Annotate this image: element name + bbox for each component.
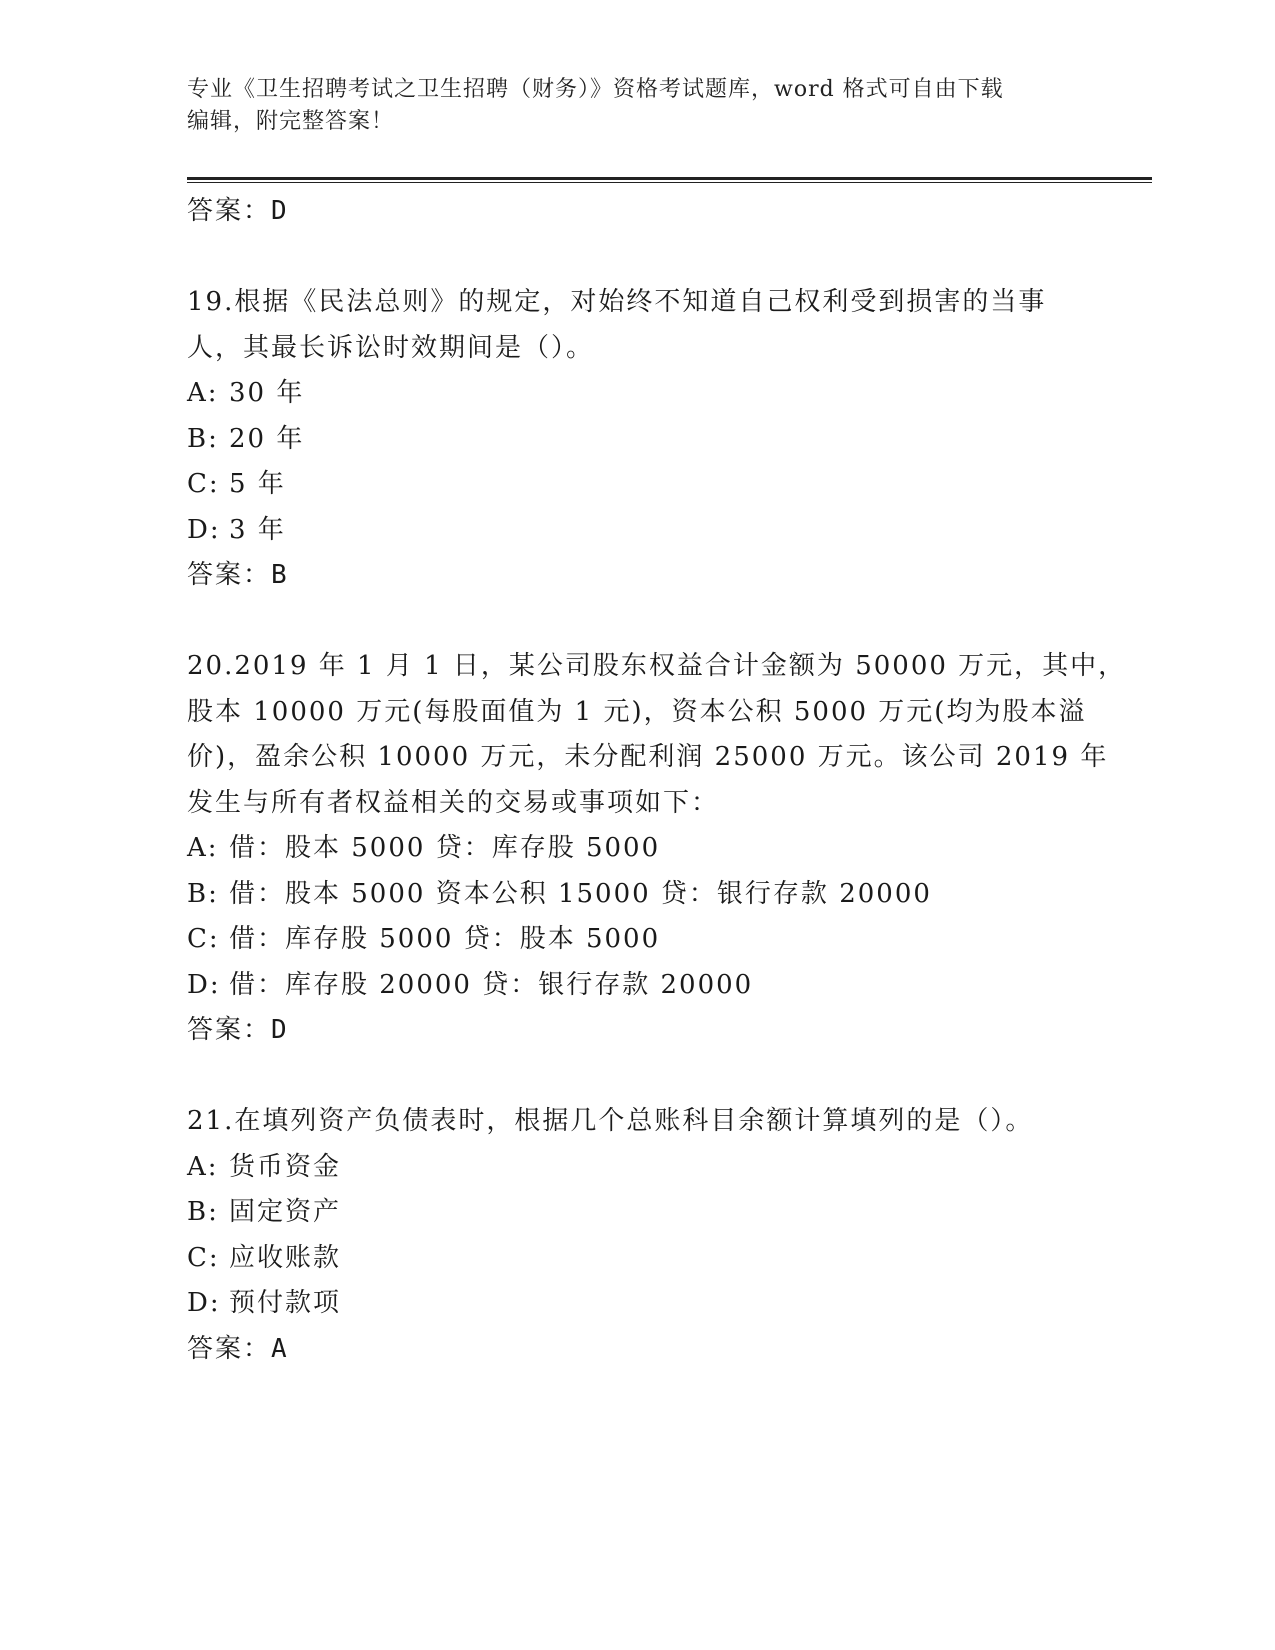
spacer — [187, 235, 1087, 281]
question-19 — [187, 280, 1087, 599]
option-d — [187, 963, 1087, 1009]
header-rule-thick — [187, 177, 1152, 180]
option-letter: B: — [187, 1197, 219, 1227]
option-text: 5 年 — [229, 469, 286, 499]
option-letter: D: — [187, 514, 221, 545]
question-21 — [187, 1099, 1087, 1372]
option-d — [187, 1281, 1087, 1327]
option-text: 借：库存股 20000 贷：银行存款 20000 — [229, 969, 754, 1000]
answer-label: 答案： — [187, 560, 272, 590]
option-c — [187, 462, 1087, 508]
page-header — [187, 74, 1087, 138]
option-text: 借：股本 5000 贷：库存股 5000 — [229, 833, 661, 863]
option-letter: A: — [187, 1151, 219, 1182]
option-text: 借：库存股 5000 贷：股本 5000 — [229, 924, 661, 954]
option-letter: A: — [187, 833, 219, 863]
answer-value: D — [271, 1015, 289, 1045]
question-stem-line: 20.2019 年 1 月 1 日，某公司股东权益合计金额为 50000 万元，其中， — [187, 651, 1127, 681]
option-d — [187, 508, 1087, 554]
spacer — [187, 599, 1087, 645]
answer — [187, 1327, 1087, 1373]
option-text: 借：股本 5000 资本公积 15000 贷：银行存款 20000 — [229, 878, 932, 909]
answer — [187, 1008, 1087, 1054]
option-b — [187, 872, 1087, 918]
option-text: 3 年 — [229, 514, 286, 545]
answer-value: A — [271, 1333, 289, 1364]
option-a — [187, 826, 1087, 872]
option-letter: C: — [187, 469, 220, 499]
option-c — [187, 917, 1087, 963]
answer-value: B — [271, 560, 289, 590]
option-b — [187, 1190, 1087, 1236]
option-a — [187, 1145, 1087, 1191]
answer-label: 答案： — [187, 196, 272, 226]
spacer — [187, 1054, 1087, 1100]
answer-value: D — [271, 196, 289, 226]
option-b — [187, 417, 1087, 463]
option-text: 货币资金 — [229, 1151, 342, 1182]
answer — [187, 553, 1087, 599]
option-letter: C: — [187, 924, 220, 954]
option-text: 20 年 — [229, 423, 305, 454]
option-letter: B: — [187, 423, 219, 454]
answer-label: 答案： — [187, 1333, 272, 1364]
option-c — [187, 1236, 1087, 1282]
option-letter: B: — [187, 878, 219, 909]
option-a — [187, 371, 1087, 417]
option-letter: D: — [187, 1288, 221, 1318]
option-letter: C: — [187, 1242, 220, 1273]
question-stem-line: 人，其最长诉讼时效期间是（）。 — [187, 332, 595, 363]
question-20 — [187, 644, 1127, 1054]
option-text: 应收账款 — [229, 1242, 342, 1273]
option-letter: A: — [187, 378, 219, 408]
option-text: 30 年 — [229, 378, 305, 408]
question-stem-line: 股本 10000 万元(每股面值为 1 元)，资本公积 5000 万元(均为股本溢 — [187, 696, 1087, 727]
question-stem-line: 价)，盈余公积 10000 万元，未分配利润 25000 万元。该公司 2019 年 — [187, 742, 1109, 772]
option-text: 固定资产 — [229, 1197, 342, 1227]
question-stem-line: 发生与所有者权益相关的交易或事项如下： — [187, 787, 720, 818]
previous-answer — [187, 189, 1087, 235]
header-line-2: 编辑，附完整答案！ — [187, 109, 395, 134]
option-letter: D: — [187, 969, 221, 1000]
answer-label: 答案： — [187, 1015, 272, 1045]
question-stem-line: 19.根据《民法总则》的规定，对始终不知道自己权利受到损害的当事 — [187, 287, 1047, 317]
document-body — [187, 189, 1127, 1372]
question-stem-line: 21.在填列资产负债表时，根据几个总账科目余额计算填列的是（）。 — [187, 1106, 1034, 1136]
option-text: 预付款项 — [229, 1288, 342, 1318]
header-line-1: 专业《卫生招聘考试之卫生招聘（财务）》资格考试题库，word 格式可自由下载 — [187, 77, 1004, 102]
header-rule-thin — [187, 182, 1152, 183]
